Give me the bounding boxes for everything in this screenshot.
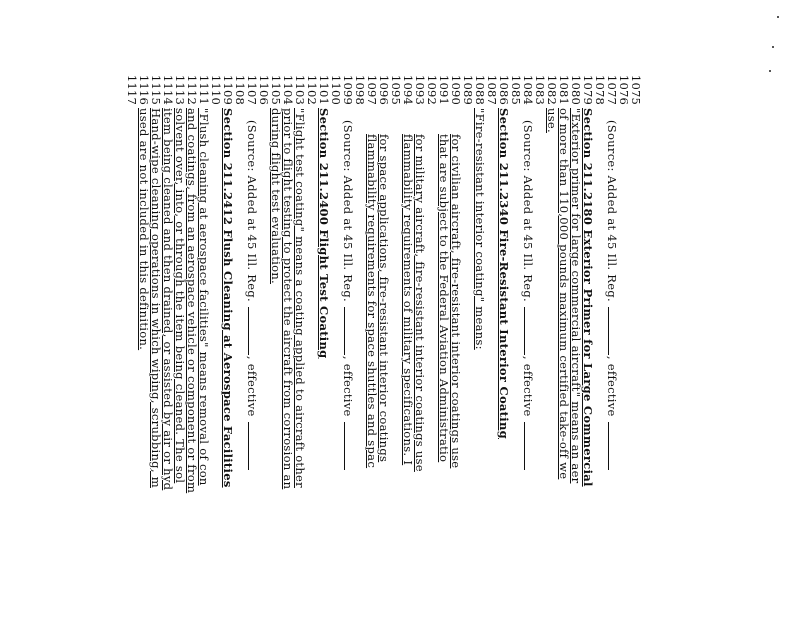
- line-number: 1075: [629, 74, 643, 105]
- line-number: 1105: [269, 74, 283, 105]
- line-number: 1111: [197, 74, 211, 105]
- section-heading-2340: Section 211.2340 Fire-Resistant Interior Coating: [497, 108, 511, 439]
- line-number: 1114: [161, 74, 175, 105]
- definition-line: prior to flight testing to protect the aircraft from corrosion an: [281, 108, 295, 490]
- source-note-2400: [246, 120, 258, 471]
- line-number: 1085: [509, 74, 523, 105]
- blank-line: [524, 307, 526, 355]
- line-number: 1107: [245, 74, 259, 105]
- source-note-2340-prev: [522, 120, 534, 471]
- line-number: 1078: [593, 74, 607, 105]
- line-number: 1104: [281, 74, 295, 105]
- effective-text: , effective: [245, 355, 259, 421]
- line-number: 1113: [173, 74, 187, 105]
- line-number: 1079: [581, 74, 595, 105]
- line-number: 1091: [437, 74, 451, 105]
- line-number: 1109: [221, 74, 235, 105]
- source-text: (Source: Added at 45 Ill. Reg.: [245, 120, 259, 306]
- source-text: (Source: Added at 45 Ill. Reg.: [521, 120, 535, 306]
- line-number: 1100: [329, 74, 343, 105]
- line-number: 1103: [293, 74, 307, 105]
- definition-item: that are subject to the Federal Aviation Administratio: [437, 134, 451, 463]
- line-number: 1076: [617, 74, 631, 105]
- line-number: 1102: [305, 74, 319, 105]
- line-number: 1108: [233, 74, 247, 105]
- line-number: 1115: [149, 74, 163, 105]
- source-note-2180: [606, 120, 618, 471]
- line-number: 1101: [317, 74, 331, 105]
- line-number: 1089: [461, 74, 475, 105]
- line-number: 1093: [413, 74, 427, 105]
- line-number: 1106: [257, 74, 271, 105]
- definition-line: Hand-wipe cleaning operations in which wiping, scrubbing, m: [149, 108, 163, 488]
- effective-text: , effective: [521, 355, 535, 421]
- blank-line: [608, 422, 610, 470]
- definition-intro: "Fire-resistant interior coating" means:: [473, 108, 487, 350]
- line-number: 1077: [605, 74, 619, 105]
- definition-line: "Exterior primer for large commercial aircraft" means an aer: [569, 108, 583, 484]
- line-number: 1096: [377, 74, 391, 105]
- blank-line: [248, 422, 250, 470]
- definition-line: used are not included in this definition.: [137, 108, 151, 351]
- definition-item: for military aircraft, fire-resistant interior coatings use: [413, 134, 427, 472]
- line-number: 1090: [449, 74, 463, 105]
- line-number: 1086: [497, 74, 511, 105]
- line-number: 1081: [557, 74, 571, 105]
- section-heading-2180: Section 211.2180 Exterior Primer for Large Commercial: [581, 108, 595, 487]
- blank-line: [344, 422, 346, 470]
- definition-line: solvent over, into, or through the item being cleaned. The sol: [173, 108, 187, 484]
- definition-line: and coatings, from an aerospace vehicle or component or from: [185, 108, 199, 494]
- definition-line: during flight test evaluation.: [269, 108, 283, 285]
- definition-line: item being cleaned and then drained, or assisted by air or hyd: [161, 108, 175, 491]
- line-number: 1088: [473, 74, 487, 105]
- line-number: 1095: [389, 74, 403, 105]
- definition-line: use.: [545, 108, 559, 133]
- line-number: 1098: [353, 74, 367, 105]
- definition-line: "Flight test coating" means a coating applied to aircraft other: [293, 108, 307, 488]
- source-text: (Source: Added at 45 Ill. Reg.: [605, 120, 619, 306]
- definition-item: flammability requirements for space shuttles and spac: [365, 134, 379, 469]
- source-note-2340: [342, 120, 354, 471]
- line-number: 1112: [185, 74, 199, 105]
- section-heading-2412: Section 211.2412 Flush Cleaning at Aerospace Facilities: [221, 108, 235, 488]
- effective-text: , effective: [605, 355, 619, 421]
- line-number: 1110: [209, 74, 223, 105]
- blank-line: [608, 307, 610, 355]
- blank-line: [248, 307, 250, 355]
- line-number: 1083: [533, 74, 547, 105]
- source-text: (Source: Added at 45 Ill. Reg.: [341, 120, 355, 306]
- definition-item: flammability requirements of military specifications. I: [401, 134, 415, 466]
- line-number: 1094: [401, 74, 415, 105]
- blank-line: [524, 422, 526, 470]
- line-number: 1116: [137, 74, 151, 105]
- effective-text: , effective: [341, 355, 355, 421]
- line-number: 1092: [425, 74, 439, 105]
- line-number: 1087: [485, 74, 499, 105]
- definition-item: for civilian aircraft, fire-resistant interior coatings use: [449, 134, 463, 469]
- line-number: 1084: [521, 74, 535, 105]
- section-heading-2400: Section 211.2400 Flight Test Coating: [317, 108, 331, 359]
- line-number: 1097: [365, 74, 379, 105]
- blank-line: [344, 307, 346, 355]
- line-number: 1099: [341, 74, 355, 105]
- line-number: 1117: [125, 74, 139, 105]
- definition-line: of more than 110,000 pounds maximum certified take-off we: [557, 108, 571, 480]
- definition-line: "Flush cleaning at aerospace facilities" means removal of con: [197, 108, 211, 486]
- line-number: 1082: [545, 74, 559, 105]
- line-number: 1080: [569, 74, 583, 105]
- definition-item: for space applications, fire-resistant interior coatings: [377, 134, 391, 463]
